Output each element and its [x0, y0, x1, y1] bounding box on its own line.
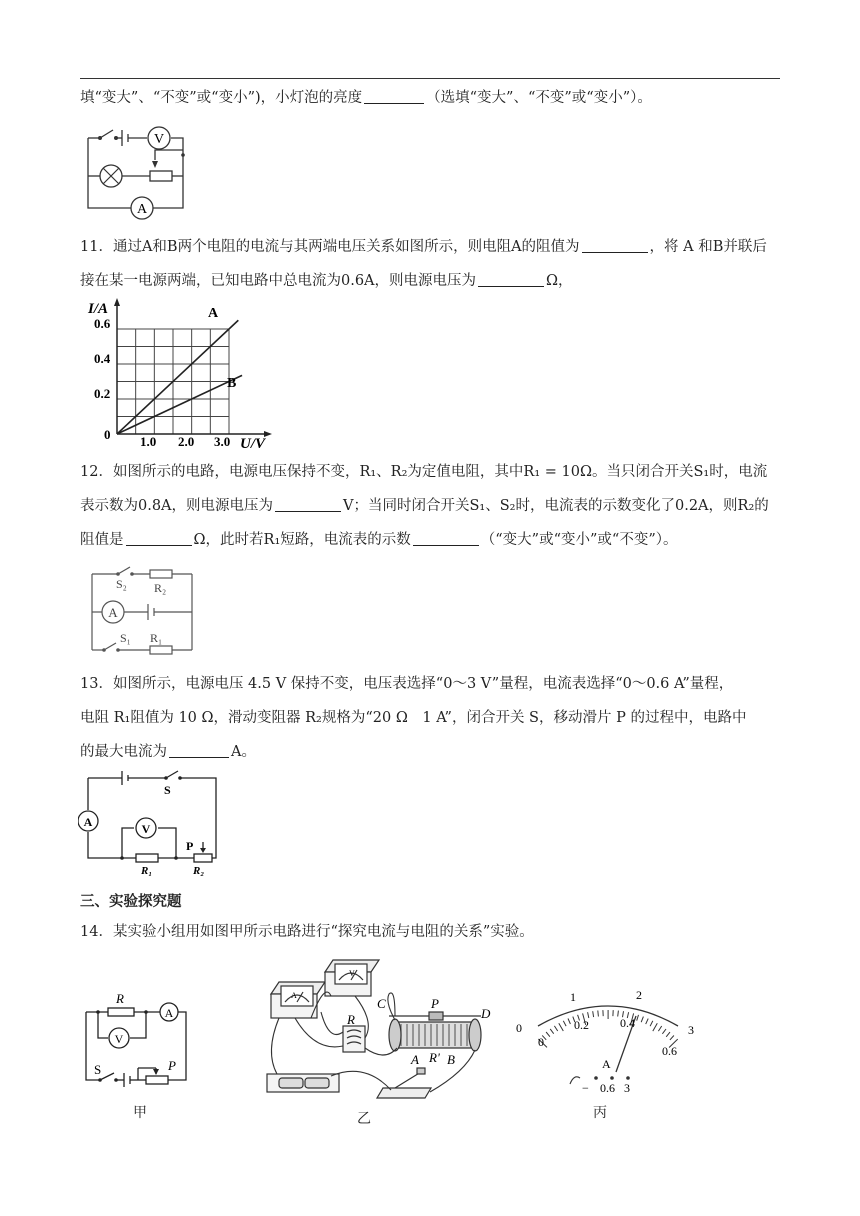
ammeter-label: A [83, 815, 93, 829]
dial-bottom-label: 0.2 [574, 1018, 589, 1032]
q13-circuit-diagram [78, 770, 228, 878]
dial-tick [641, 1017, 643, 1023]
switch-s-label: S [94, 1062, 102, 1077]
q13-line-2 [80, 708, 785, 728]
x-tick-label: 1.0 [140, 434, 157, 449]
q11-line-1 [80, 237, 785, 257]
q13-text-2: 电阻 R₁阻值为 10 Ω，滑动变阻器 R₂规格为“20 Ω 1 A”，闭合开关 S，移动滑片 P 的过程中，电路中 [80, 710, 747, 726]
dial-top-label: 3 [688, 1023, 694, 1037]
dial-top-label: 2 [636, 988, 642, 1002]
voltmeter-label: V [153, 132, 165, 147]
q13-text-3-post: A。 [231, 744, 256, 760]
y-tick-label: 0.4 [94, 351, 111, 366]
q12-text-3: 阻值是 [80, 532, 124, 548]
q10-text-line [80, 88, 785, 108]
resistor-r-label: R [116, 991, 124, 1006]
dial-bottom-label: 0 [538, 1035, 544, 1049]
rheostat-terminal-a: A [411, 1052, 419, 1067]
q12-line-1 [80, 462, 785, 482]
resistor-r2-label: R₂ [154, 581, 167, 595]
q13-line-1 [80, 674, 785, 694]
rheostat-terminal-d: D [481, 1006, 491, 1021]
answer-blank[interactable] [275, 497, 341, 512]
resistor-r1-label: R₁ [150, 631, 163, 645]
q13-line-3 [80, 742, 785, 762]
ammeter-label: A [108, 605, 118, 620]
resistor-r-label: R [347, 1012, 355, 1027]
dial-tick [568, 1019, 570, 1025]
dial-top-label: 1 [570, 990, 576, 1004]
dial-tick [593, 1011, 594, 1017]
dial-tick [637, 1015, 639, 1021]
x-tick-label: 3.0 [214, 434, 231, 449]
dial-tick [646, 1019, 649, 1025]
dial-tick [598, 1011, 599, 1017]
switch-icon [377, 1088, 431, 1098]
q13-text-3: 的最大电流为 [80, 744, 167, 760]
q14-line-1 [80, 922, 785, 942]
answer-blank[interactable] [478, 272, 544, 287]
dial-unit-label: A [602, 1057, 611, 1071]
answer-blank[interactable] [126, 531, 192, 546]
terminal-negative: − [582, 1081, 589, 1095]
q14-text: 14．某实验小组用如图甲所示电路进行“探究电流与电阻的关系”实验。 [80, 924, 534, 940]
dial-tick [650, 1021, 653, 1026]
fig-jia-caption: 甲 [133, 1105, 147, 1121]
dial-top-zero: 0 [516, 1021, 522, 1035]
dial-tick [550, 1029, 554, 1034]
ammeter-icon [281, 986, 313, 1006]
switch-s1-label: S₁ [120, 631, 131, 645]
section-title: 三、实验探究题 [80, 894, 182, 910]
dial-tick [662, 1029, 666, 1034]
switch-s-label: S [164, 783, 171, 797]
q12-text-3-mid: Ω，此时若R₁短路，电流表的示数 [193, 532, 411, 548]
dial-bottom-label: 0.6 [662, 1044, 677, 1058]
dial-tick [670, 1036, 674, 1040]
x-tick-label: 2.0 [178, 434, 195, 449]
dial-tick [546, 1032, 550, 1037]
voltmeter-label: V [141, 822, 151, 836]
resistor-r2-label: R₂ [193, 865, 205, 877]
q10-circuit-diagram [80, 120, 190, 220]
ammeter-label: A [291, 991, 297, 1000]
q11-text-2-post: Ω， [546, 273, 573, 289]
y-axis-label: I/A [88, 301, 109, 317]
dial-tick [618, 1011, 619, 1017]
q12-text-2-post: V；当同时闭合开关S₁、S₂时，电流表的示数变化了0.2A，则R₂的 [343, 498, 769, 514]
q12-line-2 [80, 496, 785, 516]
rheostat-r-prime: R' [429, 1050, 440, 1065]
ammeter-label: A [136, 202, 148, 217]
answer-blank[interactable] [413, 531, 479, 546]
series-a-label: A [208, 306, 219, 321]
x-axis-label: U/V [240, 436, 266, 452]
q12-text-2: 表示数为0.8A，则电源电压为 [80, 498, 274, 514]
y-tick-label: 0.6 [94, 316, 111, 331]
dial-tick [559, 1023, 564, 1031]
switch-s2-label: S₂ [116, 577, 127, 591]
q11-iu-chart [84, 296, 284, 452]
q12-text-3-post: （“变大”或“变小”或“不变”）。 [480, 532, 678, 548]
dial-tick [563, 1021, 566, 1026]
q14-fig-yi-apparatus [255, 952, 505, 1102]
q12-circuit-diagram [80, 566, 200, 660]
series-b-label: B [227, 376, 237, 391]
slider-p-label: P [168, 1058, 176, 1073]
q10-text-post: （选填“变大”、“不变”或“变小”）。 [426, 90, 652, 106]
dial-tick [653, 1023, 658, 1031]
q14-fig-jia-circuit [80, 990, 192, 1090]
q14-fig-bing-ammeter-dial [508, 988, 708, 1100]
terminal-3: 3 [624, 1081, 630, 1095]
q11-text: 11．通过A和B两个电阻的电流与其两端电压关系如图所示，则电阻A的阻值为 [80, 239, 580, 255]
dial-tick [666, 1032, 670, 1037]
ammeter-label: A [164, 1006, 174, 1020]
terminal-0-6: 0.6 [600, 1081, 615, 1095]
fig-bing-caption: 丙 [593, 1105, 607, 1121]
slider-p-label: P [186, 839, 194, 853]
y-tick-label: 0.2 [94, 386, 111, 401]
voltmeter-label: V [114, 1032, 124, 1046]
voltmeter-label: V [349, 969, 355, 978]
q12-line-3 [80, 530, 785, 550]
fig-yi-caption: 乙 [357, 1111, 371, 1127]
origin-label: 0 [104, 427, 111, 442]
rheostat-slider-p: P [431, 996, 439, 1011]
q13-text: 13．如图所示，电源电压 4.5 V 保持不变，电压表选择“0～3 V”量程，电流表选择“0～0.6 A”量程， [80, 676, 734, 692]
rheostat-terminal-c: C [377, 996, 386, 1011]
answer-blank[interactable] [364, 89, 424, 104]
q11-text-2: 接在某一电源两端，已知电路中总电流为0.6A，则电源电压为 [80, 273, 477, 289]
dial-tick [658, 1026, 661, 1031]
answer-blank[interactable] [169, 743, 229, 758]
q12-text: 12．如图所示的电路，电源电压保持不变，R₁、R₂为定值电阻，其中R₁ = 10Ω。当只闭合开关S₁时，电流 [80, 464, 768, 480]
rheostat-terminal-b: B [447, 1052, 455, 1067]
q11-text-post: ，将 A 和B并联后 [649, 239, 767, 255]
q10-text: 填“变大”、“不变”或“变小”)，小灯泡的亮度 [80, 90, 363, 106]
dial-tick [554, 1026, 557, 1031]
q11-line-2 [80, 271, 785, 291]
resistor-r1-label: R₁ [141, 865, 153, 877]
answer-blank[interactable] [582, 238, 648, 253]
dial-bottom-label: 0.4 [620, 1016, 635, 1030]
header-rule [80, 78, 780, 79]
